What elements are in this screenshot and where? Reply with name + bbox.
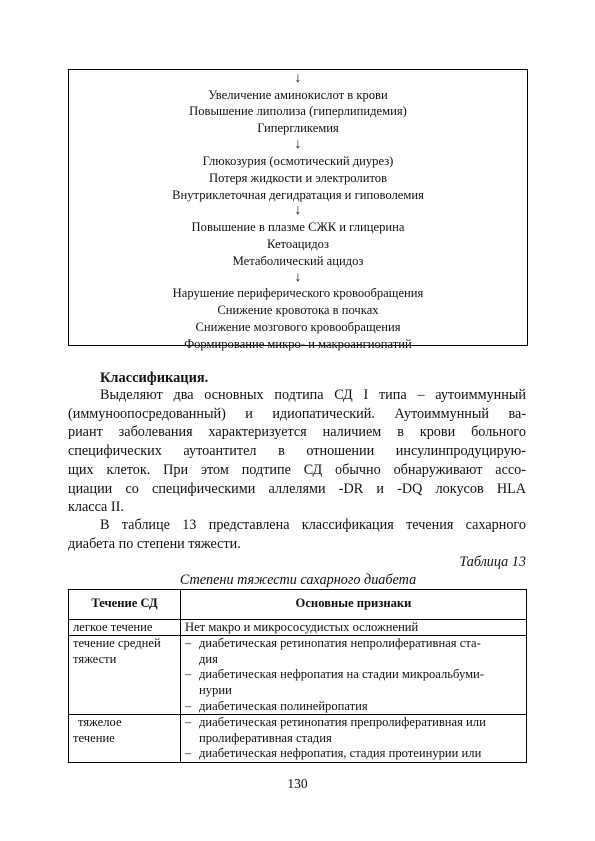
sign-text-block [199,636,522,667]
course-label: тяжелое [78,715,122,730]
course-label: течение средней [73,636,161,651]
dash-bullet: – [185,636,192,651]
course-label: течение [73,730,115,745]
paragraph-line: Выделяют два основных подтипа СД I типа – аутоиммунный [100,387,526,403]
flow-line: Потеря жидкости и электролитов [208,170,388,185]
page-number: 130 [287,776,308,791]
sign-item [185,746,522,762]
sign-text-block [199,699,522,715]
table-header-course: Течение СД [69,590,181,620]
flow-line: Повышение в плазме СЖК и глицерина [191,219,405,234]
signs-text: Нет макро и микрососудистых осложнений [185,619,419,634]
paragraph-line: специфических аутоантител в отношении инсулинпродуцирую- [68,443,526,460]
down-arrow-icon: ↓ [294,71,302,86]
flow-line: Снижение кровотока в почках [217,303,379,318]
sign-item [185,636,522,667]
sign-text-block [199,746,522,762]
signs-cell [181,715,527,763]
sign-item [185,715,522,746]
severity-table [68,589,527,763]
table-row [69,619,527,636]
flow-line: Метаболический ацидоз [232,253,364,268]
paragraph-line: (иммуноопосредованный) и идиопатический. Аутоиммунный ва- [68,405,526,422]
flow-line: Повышение липолиза (гиперлипидемия) [189,104,407,119]
sign-text: нурии [199,682,232,697]
paragraph-line: В таблице 13 представлена классификация течения сахарного [100,517,526,533]
sign-text: пролиферативная стадия [199,730,332,745]
sign-text-block [199,715,522,746]
course-label: тяжести [73,651,117,666]
sign-text: диабетическая нефропатия, стадия протеинурии или [199,746,482,761]
flow-line: Кетоацидоз [267,236,329,251]
table-number: Таблица 13 [459,554,526,570]
signs-cell [181,619,527,636]
paragraph-classification [68,386,526,517]
table-header-signs: Основные признаки [181,590,527,620]
paragraph-line: щих клеток. При этом подтипе СД обычно обнаруживают ассо- [68,461,526,478]
dash-bullet: – [185,715,192,730]
paragraph-line: риант заболевания характеризуется наличием в крови больного [68,424,526,441]
signs-cell [181,636,527,715]
course-cell [69,636,181,715]
sign-text: диабетическая нефропатия на стадии микроальбуми- [199,667,484,682]
table-row [69,636,527,715]
sign-text-block [199,667,522,698]
sign-text: диабетическая ретинопатия непролиферативная ста- [199,636,481,651]
table-title: Степени тяжести сахарного диабета [179,572,417,588]
flow-line: Гипергликемия [257,121,339,136]
paragraph-table-intro [68,516,526,553]
dash-bullet: – [185,698,192,713]
section-title: Классификация. [100,370,209,386]
course-cell [69,715,181,763]
flowchart-box [68,69,528,351]
flow-line: Снижение мозгового кровообращения [195,319,401,334]
flow-line: Формирование микро- и макроангиопатий [184,336,412,351]
sign-text: диабетическая ретинопатия препролиферативная или [199,715,486,730]
sign-text: дия [199,651,218,666]
dash-bullet: – [185,667,192,682]
flow-line: Глюкозурия (осмотический диурез) [202,153,394,168]
flow-line: Нарушение периферического кровообращения [172,286,424,301]
sign-text: диабетическая полинейропатия [199,698,368,713]
down-arrow-icon: ↓ [294,269,302,285]
sign-item [185,699,522,715]
down-arrow-icon: ↓ [294,137,302,153]
table-row [69,715,527,763]
sign-item [185,667,522,698]
course-cell [69,619,181,636]
down-arrow-icon: ↓ [294,203,302,219]
flow-line: Увеличение аминокислот в крови [208,87,388,102]
table-header-row [69,590,527,620]
course-label: легкое течение [73,619,153,634]
dash-bullet: – [185,746,192,761]
paragraph-line: класса II. [68,499,124,516]
flow-line: Внутриклеточная дегидратация и гиповолемия [172,187,424,202]
paragraph-line: циации со специфическими аллелями -DR и -DQ локусов HLA [68,480,526,497]
paragraph-line: диабета по степени тяжести. [68,535,241,552]
